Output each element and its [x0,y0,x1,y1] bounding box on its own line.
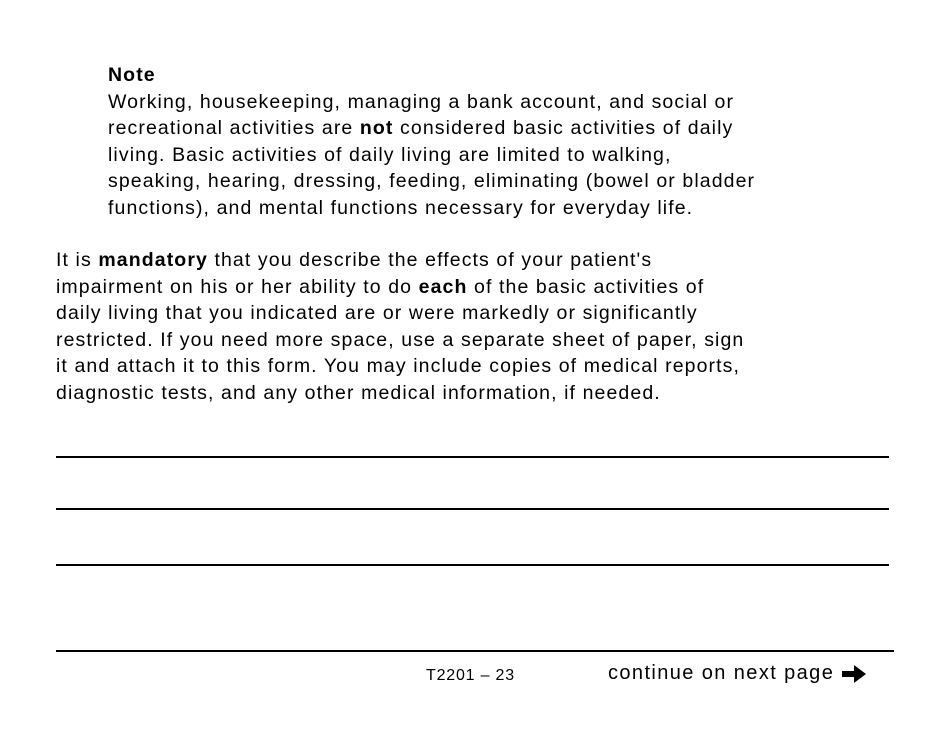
instruction-text: that you describe the effects of your patient's [207,249,653,271]
note-line: Working, housekeeping, managing a bank account, and social or [108,90,735,113]
note-line: living. Basic activities of daily living are limited to walking, [108,143,672,166]
instruction-text: of the basic activities of [467,275,705,298]
right-arrow-icon [840,663,868,685]
note-text: considered basic activities of daily [393,117,734,139]
instruction-line [56,247,906,274]
instruction-line: daily living that you indicated are or were markedly or significantly [56,302,698,324]
instruction-text: impairment on his or her ability to do [56,275,419,298]
note-line: functions), and mental functions necessary for everyday life. [108,196,694,219]
instruction-line: it and attach it to this form. You may include copies of medical reports, [56,355,741,377]
instruction-emphasis: mandatory [98,249,208,271]
note-emphasis: not [359,117,394,139]
footer-rule [56,650,894,652]
answer-line-2[interactable] [56,508,889,510]
form-identifier: T2201 – 23 [426,667,515,684]
note-block [108,62,908,221]
instruction-text: It is [56,249,99,271]
note-text: recreational activities are [108,117,360,139]
continue-label: continue on next page [608,662,835,684]
instruction-paragraph [56,247,906,406]
note-line: speaking, hearing, dressing, feeding, eliminating (bowel or bladder [108,170,756,192]
note-line [108,115,908,142]
continue-on-next-page [608,662,868,685]
answer-line-1[interactable] [56,456,889,458]
instruction-line: restricted. If you need more space, use a separate sheet of paper, sign [56,328,745,351]
instruction-emphasis: each [418,275,468,298]
answer-line-3[interactable] [56,564,889,566]
instruction-line: diagnostic tests, and any other medical information, if needed. [56,381,661,404]
note-title: Note [108,64,156,86]
instruction-line [56,274,906,301]
